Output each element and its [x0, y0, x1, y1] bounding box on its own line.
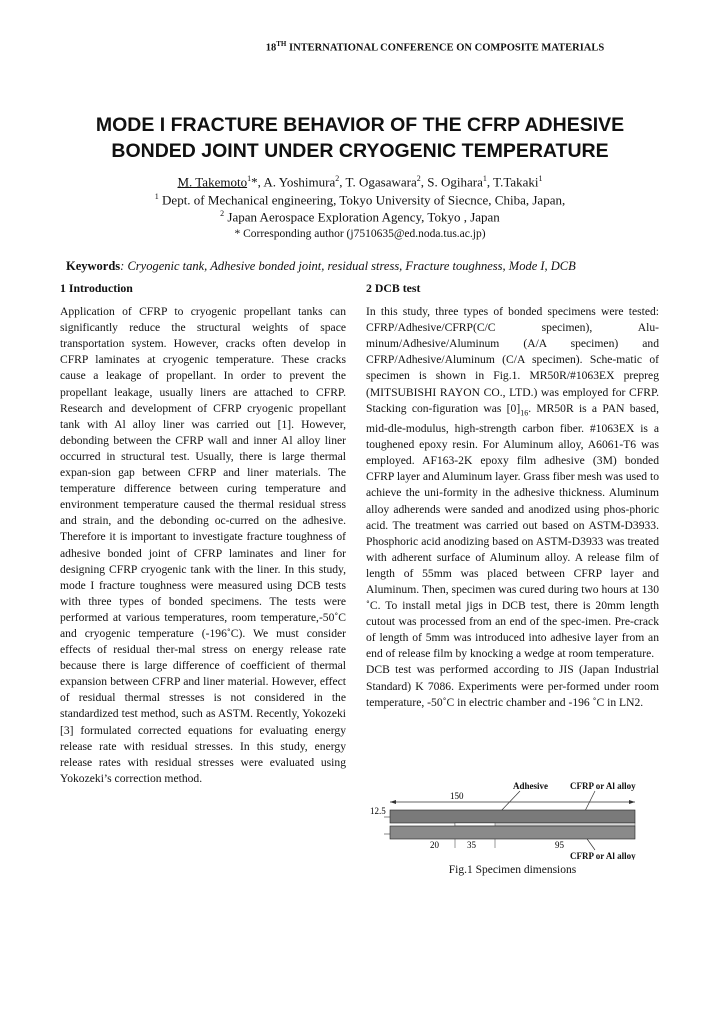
dim-95: 95 [555, 840, 564, 850]
right-column [366, 280, 659, 711]
dim-35: 35 [467, 840, 476, 850]
label-adhesive: Adhesive [513, 781, 549, 791]
figure-caption: Fig.1 Specimen dimensions [448, 864, 577, 876]
title-line-2: BONDED JOINT UNDER CRYOGENIC TEMPERATURE [111, 140, 609, 162]
section-heading-introduction: 1 Introduction [60, 281, 133, 295]
author-2: A. Yoshimura [263, 174, 336, 190]
title-line-1: MODE I FRACTURE BEHAVIOR OF THE CFRP ADHESIVE [95, 114, 625, 136]
label-top-material: CFRP or Al alloy [570, 781, 636, 791]
affiliation-2: $^2$ Japan Aerospace Exploration Agency, Tokyo , Japan [220, 209, 500, 225]
dcb-paragraph-1: In this study, three types of bonded specimens were tested: CFRP/Adhesive/CFRP(C/C specimen), Alu-minum/Adhesive/Aluminum (A/A specimen) and CFRP/Adhesive/Aluminum (C/A specimen). Sche-matic of specimen is shown in Fig.1. MR50R/#1063EX prepreg (MITSUBISHI RAYON CO., LTD.) was employed for CFRP. Stacking con-figuration was $[0]_{16}$. MR50R is a PAN based, mid-dle-modulus, high-strength carbon fiber. #1063EX is a toughened epoxy resin. For Aluminum alloy, A6061-T6 was employed. AF163-2K epoxy film adhesive (3M) bonded CFRP layer and Aluminum layer. Grass fiber mesh was used to achieve the uni-formity in the adhesive thickness. Aluminum alloy adherends were sanded and anodized using phos-phoric acid. The treatment was carried out based on ASTM-D3933. Phosphoric acid anodizing based on ASTM-D3933 was treated with adherent surface of Aluminum alloy. A release film of length of 55mm was placed between CFRP layer and Aluminum. Then, specimen was cured during two hours at 130 ˚C. To install metal jigs in DCB test, there is 20mm length cutout was processed from an end of the spec-imen. Pre-crack of length of 5mm was introduced into adhesive layer from an end of release film by knocking a wedge at room temperature. [366, 305, 659, 661]
specimen-figure [370, 780, 660, 860]
section-heading-dcb-test: 2 DCB test [366, 281, 421, 295]
keywords [66, 259, 666, 274]
left-column [60, 280, 346, 787]
dim-20: 20 [430, 840, 439, 850]
introduction-body: Application of CFRP to cryogenic propellant tanks can significantly reduce the structural weights of space transportation system. However, cracks often develop in CFRP laminates at cryogenic temperature. These cracks cause a leakage of propellant. In order to prevent the propellant leakage, usually liners are attached to CFRP. Research and development of CFRP cryogenic propellant tank with Al alloy liner was carried out [1]. However, debonding between the CFRP wall and inner Al alloy liner occurred in structural test. Usually, there is large thermal expan-sion gap between CFRP and liner materials. The temperature difference between curing temperature and environment temperature caused the thermal residual stress and strain, and the debonding oc-curred on the adhesive. Therefore it is important to investigate fracture toughness of adhesive bonded joint of CFRP laminates and liner for designing CFRP cryogenic tank with the liner. In this study, mode I fracture toughness were measured using DCB tests with three types of bonded specimens. The tests were performed at various temperatures, room temperature,-50˚C and cryogenic temperature (-196˚C). We must consider effects of residual ther-mal stress on energy release rate because there is large difference of coefficient of thermal expansion between CFRP and liner material. However, effect of residual thermal stresses is not considered in the standardized test method, such as ASTM. Recently, Yokozeki [3] formulated corrected equations for evaluating energy release rate with residual stresses. In this study, energy release rates with residual stresses were evaluated using Yokozeki’s correction method. [60, 305, 346, 785]
dim-12-5: 12.5 [370, 806, 386, 816]
author-1: M. Takemoto [177, 174, 248, 190]
author-4: S. Ogihara [427, 174, 483, 190]
author-5: T.Takaki [493, 174, 539, 190]
label-bottom-material: CFRP or Al alloy [570, 851, 636, 860]
release-film [455, 823, 495, 826]
dcb-paragraph-2: DCB test was performed according to JIS (Japan Industrial Standard) K 7086. Experiments were per-formed under room temperature, -50˚C in electric chamber and -196 ˚C in LN2. [366, 663, 659, 709]
conference-header: 18TH INTERNATIONAL CONFERENCE ON COMPOSITE MATERIALS [265, 40, 605, 54]
author-3: T. Ogasawara [345, 174, 417, 190]
dim-150: 150 [450, 791, 464, 801]
keywords-label: Keywords [66, 259, 121, 273]
lower-adherend [390, 826, 635, 839]
affiliation-1: $^1$ Dept. of Mechanical engineering, Tokyo University of Siecnce, Chiba, Japan, [154, 192, 566, 208]
author-list: M. Takemoto$^1$*, A. Yoshimura$^2$, T. Ogasawara$^2$, S. Ogihara$^1$, T.Takaki$^1$ [177, 174, 543, 190]
keywords-text: : Cryogenic tank, Adhesive bonded joint, residual stress, Fracture toughness, Mode I, DCB [120, 259, 576, 273]
corresponding-author: * Corresponding author (j7510635@ed.noda.tus.ac.jp) [234, 228, 486, 240]
paper-title [60, 112, 660, 164]
upper-adherend [390, 810, 635, 823]
